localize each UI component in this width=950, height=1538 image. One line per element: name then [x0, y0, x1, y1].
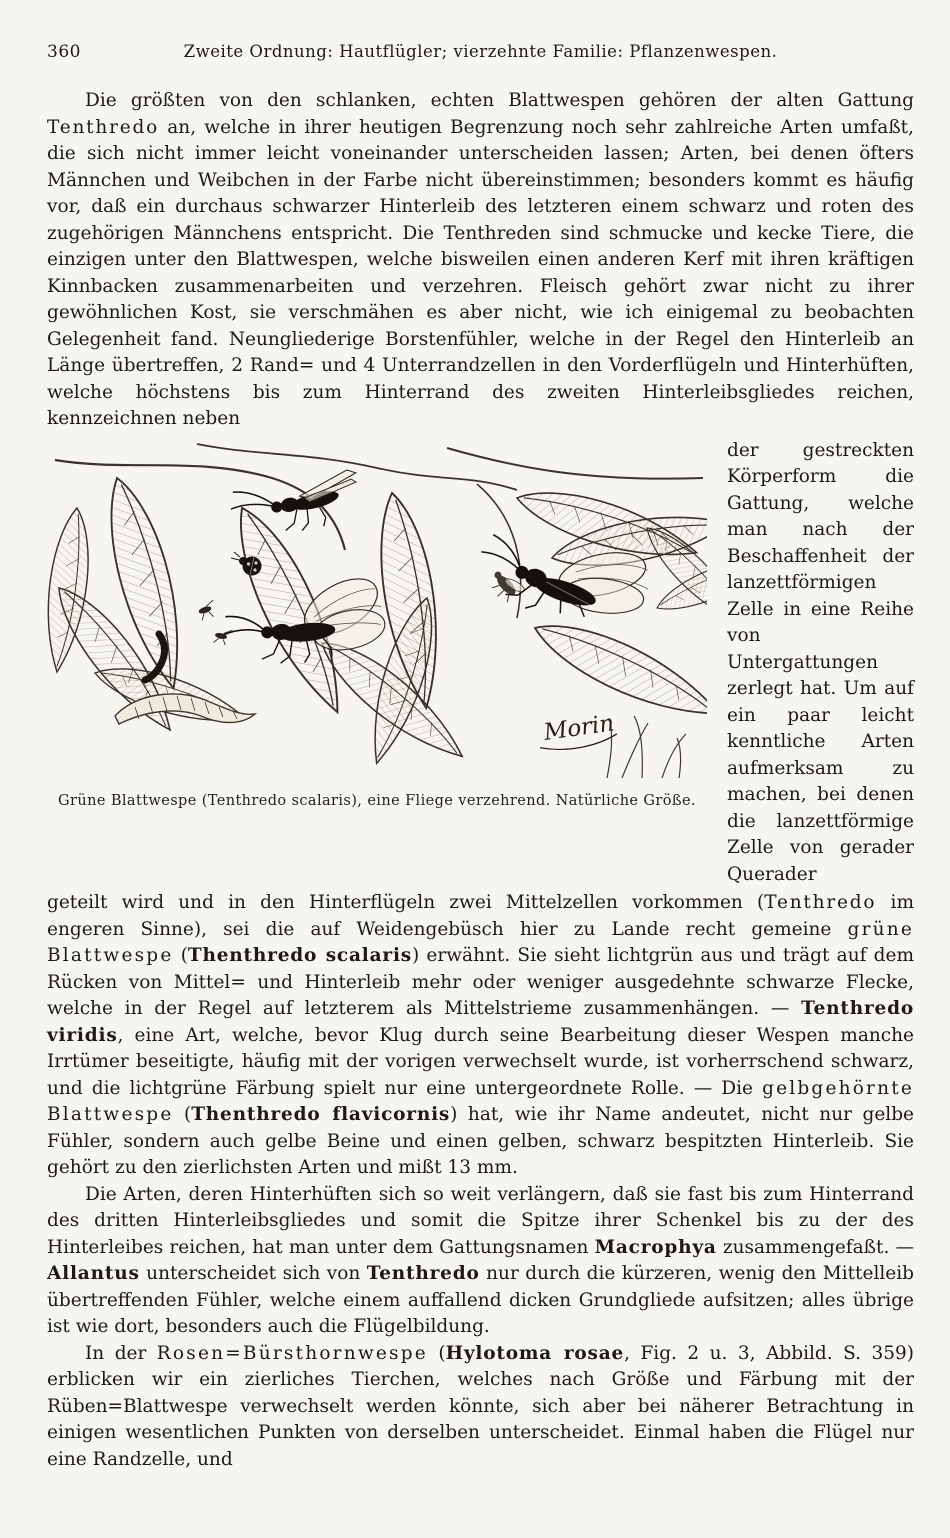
text-segment: ( — [427, 1342, 446, 1364]
text-segment: ( — [173, 945, 188, 966]
text-segment: an, welche in ihrer heutigen Begrenzung noch sehr zahlreiche Arten umfaßt, die sich nicht immer leicht voneinander unterscheiden lassen; Arten, bei denen öfters Männchen und Weibchen in der Farbe nicht übereinstimmen; besonders kommt es häufig vor, daß ein durchaus schwarzer Hinterleib des letzteren einem schwarz und roten des zugehörigen Männchens entspricht. Die Tenthreden sind schmucke und kecke Tiere, die einzigen unter den Blattwespen, welche bisweilen einen anderen Kerf mit ihren kräftigen Kinnbacken zusammenarbeiten und verzehren. Fleisch gehört zwar nicht zu ihrer gewöhnlichen Kost, sie verschmähen es aber nicht, wie ich einigemal zu beobachten Gelegenheit fand. Neungliederige Borstenfühler, welche in der Regel den Hinterleib an Länge übertreffen, 2 Rand= und 4 Unterrandzellen in den Vorderflügeln und Hinterhüften, welche höchstens bis zum Hinterrand des zweiten Hinterleibsgliedes reichen, kennzeichnen neben — [47, 116, 914, 429]
figure-caption: Grüne Blattwespe (Tenthredo scalaris), eine Fliege verzehrend. Natürliche Größe. — [58, 792, 696, 809]
text-segment: Thenthredo flavicornis — [191, 1104, 451, 1125]
text-segment: gelbgehörnte Blattwespe — [47, 1077, 914, 1125]
page-number: 360 — [47, 42, 81, 62]
text-segment: In der — [85, 1342, 157, 1364]
text-segment: Die größten von den schlanken, echten Blattwespen gehören der alten Gattung — [85, 90, 914, 111]
text-segment: Tenthredo viridis — [47, 998, 914, 1046]
text-segment: nur durch die kürzeren, wenig den Mittelleib übertreffenden Fühler, welche einem auffallend dicken Grundgliede aufsitzen; alles übrige ist wie dort, besonders auch die Flügelbildung. — [47, 1263, 914, 1337]
text-segment: Thenthredo scalaris — [187, 945, 412, 966]
text-segment: im engeren Sinne), sei die auf Weidengebüsch hier zu Lande recht gemeine — [47, 892, 914, 940]
figure-row — [47, 438, 914, 889]
text-segment: Allantus — [47, 1263, 140, 1284]
small-fly — [213, 626, 232, 645]
page-header — [47, 42, 914, 68]
engraver-signature — [536, 710, 618, 753]
sawfly-engraving-illustration — [47, 438, 707, 783]
grass — [607, 716, 686, 778]
text-segment: Tenthredo — [47, 116, 160, 138]
paragraph-1 — [47, 88, 914, 433]
text-segment: ( — [173, 1104, 192, 1125]
text-segment: ) hat, wie ihr Name andeutet, nicht nur gelbe Fühler, sondern auch gelbe Beine und einen gelben, schwarz bespitzten Hinterleib. Sie gehört zu den zierlichsten Arten und mißt 13 mm. — [47, 1104, 914, 1178]
text-segment: geteilt wird und in den Hinterflügeln zwei Mittelzellen vorkommen ( — [47, 892, 765, 913]
small-fly — [197, 599, 219, 620]
engraving-figure — [47, 438, 707, 811]
text-segment: ) erwähnt. Sie sieht lichtgrün aus und trägt auf dem Rücken von Mittel= und Hinterleib mehr oder weniger ausgedehnte schwarze Flecke, welche in der Regel auf letzterem als Mittelstrieme zusammenhängen. — — [47, 945, 914, 1019]
text-segment: Die Arten, deren Hinterhüften sich so weit verlängern, daß sie fast bis zum Hinterrand des dritten Hinterleibsgliedes und somit die Spitze ihrer Schenkel bis zu der des Hinterleibes reichen, hat man unter dem Gattungsnamen — [47, 1183, 914, 1258]
text-segment: Tenthredo — [764, 892, 877, 913]
text-segment: Rosen=Bürsthornwespe — [156, 1342, 428, 1364]
text-segment: unterscheidet sich von — [139, 1263, 367, 1284]
running-title: Zweite Ordnung: Hautflügler; vierzehnte Familie: Pflanzenwespen. — [183, 42, 778, 61]
text-segment: zusammengefaßt. — — [716, 1236, 914, 1258]
wrap-column-text: der gestreckten Körperform die Gattung, welche man nach der Beschaffenheit der lanzettförmigen Zelle in eine Reihe von Untergattungen zerlegt hat. Um auf ein paar leicht kenntliche Arten aufmerksam zu machen, bei denen die lanzettförmige Zelle von gerader Querader — [727, 439, 914, 885]
engraver-signature-text: Morin — [542, 709, 616, 746]
text-segment: , Fig. 2 u. 3, Abbild. S. 359) erblicken wir ein zierliches Tierchen, welches nach Größe und Färbung mit der Rüben=Blattwespe verwechselt werden könnte, sich aber bei näherer Betrachtung in einigen wesentlichen Punkten von derselben unterscheidet. Einmal haben die Flügel nur eine Randzelle, und — [47, 1342, 914, 1470]
paragraph-3 — [47, 1182, 914, 1341]
text-segment: Tenthredo — [366, 1263, 480, 1284]
paragraph-4 — [47, 1341, 914, 1474]
paragraph-2 — [47, 890, 914, 1182]
text-segment: Hylotoma rosae — [445, 1342, 625, 1364]
text-segment: grüne Blattwespe — [47, 918, 914, 966]
text-segment: , eine Art, welche, bevor Klug durch seine Bearbeitung dieser Wespen manche Irrtümer beseitigte, häufig mit der vorigen verwechselt wurde, ist vorherrschend schwarz, und die lichtgrüne Färbung spielt nur eine untergeordnete Rolle. — Die — [47, 1024, 914, 1099]
text-segment: Macrophya — [594, 1236, 717, 1258]
